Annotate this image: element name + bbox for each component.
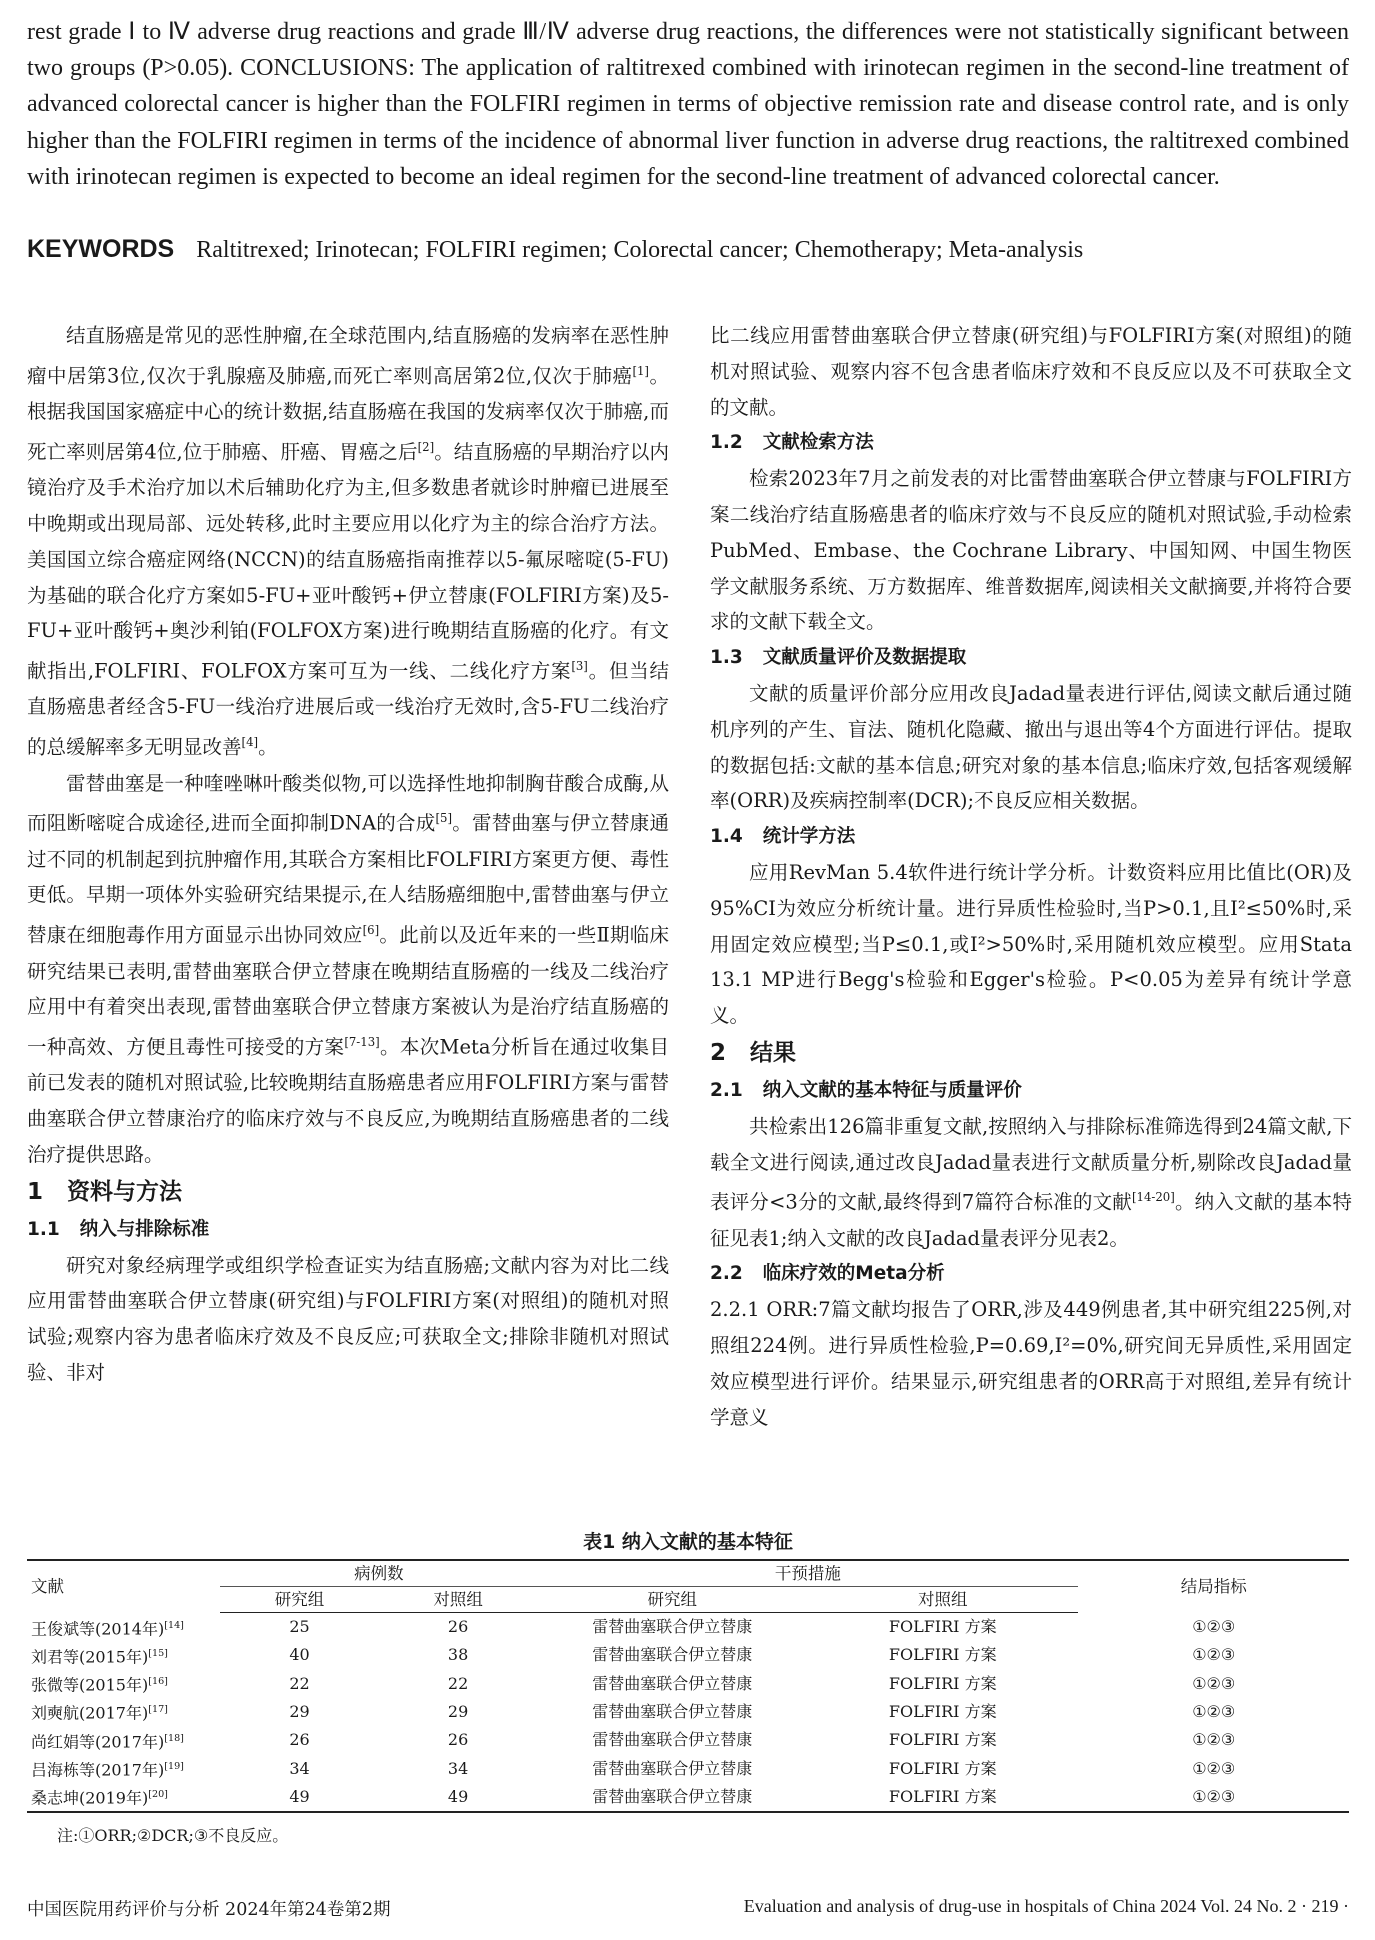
col-header-literature: 文献 — [27, 1560, 220, 1613]
table-row — [27, 1669, 1349, 1697]
cell-cases-study: 34 — [289, 1758, 310, 1778]
subsection-heading-1-4: 1.4 统计学方法 — [710, 826, 856, 848]
sub-header-int-study: 研究组 — [537, 1587, 807, 1613]
cell-outcome: ①②③ — [1192, 1673, 1236, 1693]
cell-cases-study: 40 — [289, 1645, 310, 1665]
page-footer — [27, 1896, 1349, 1921]
table-row — [27, 1697, 1349, 1725]
cell-outcome: ①②③ — [1192, 1702, 1236, 1722]
cell-intervention-control: FOLFIRI 方案 — [888, 1730, 997, 1750]
cell-intervention-control: FOLFIRI 方案 — [888, 1673, 997, 1693]
cell-cases-control: 22 — [447, 1673, 469, 1693]
sub-header-cases-control: 对照组 — [379, 1587, 538, 1613]
intro-paragraph-1: 结直肠癌是常见的恶性肿瘤,在全球范围内,结直肠癌的发病率在恶性肿瘤中居第3位,仅次于乳腺癌及肺癌,而死亡率则高居第2位,仅次于肺癌[1]。根据我国国家癌症中心的统计数据,结直肠癌在我国的发病率仅次于肺癌,而死亡率则居第4位,位于肺癌、肝癌、胃癌之后[2]。结直肠癌的早期治疗以内镜治疗及手术治疗加以术后辅助化疗为主,但多数患者就诊时肿瘤已进展至中晚期或出现局部、远处转移,此时主要应用以化疗为主的综合治疗方法。美国国立综合癌症网络(NCCN)的结直肠癌指南推荐以5-氟尿嘧啶(5-FU)为基础的联合化疗方案如5-FU+亚叶酸钙+伊立替康(FOLFIRI方案)及5-FU+亚叶酸钙+奥沙利铂(FOLFOX方案)进行晚期结直肠癌的化疗。有文献指出,FOLFIRI、FOLFOX方案可互为一线、二线化疗方案[3]。但当结直肠癌患者经含5-FU一线治疗进展后或一线治疗无效时,含5-FU二线治疗的总缓解率多无明显改善[4]。 — [27, 324, 669, 759]
intro-paragraph-2: 雷替曲塞是一种喹唑啉叶酸类似物,可以选择性地抑制胸苷酸合成酶,从而阻断嘧啶合成途径,进而全面抑制DNA的合成[5]。雷替曲塞与伊立替康通过不同的机制起到抗肿瘤作用,其联合方案相比FOLFIRI方案更方便、毒性更低。早期一项体外实验研究结果提示,在人结肠癌细胞中,雷替曲塞与伊立替康在细胞毒作用方面显示出协同效应[6]。此前以及近年来的一些Ⅱ期临床研究结果已表明,雷替曲塞联合伊立替康在晚期结直肠癌的一线及二线治疗应用中有着突出表现,雷替曲塞联合伊立替康方案被认为是治疗结直肠癌的一种高效、方便且毒性可接受的方案[7-13]。本次Meta分析旨在通过收集目前已发表的随机对照试验,比较晚期结直肠癌患者应用FOLFIRI方案与雷替曲塞联合伊立替康治疗的临床疗效与不良反应,为晚期结直肠癌患者的二线治疗提供思路。 — [27, 771, 669, 1167]
cell-literature: 张微等(2015年)[16] — [31, 1675, 168, 1695]
criteria-paragraph: 研究对象经病理学或组织学检查证实为结直肠癌;文献内容为对比二线应用雷替曲塞联合伊立替康(研究组)与FOLFIRI方案(对照组)的随机对照试验;观察内容为患者临床疗效及不良反应;可获取全文;排除非随机对照试验、非对 — [27, 1253, 669, 1385]
table-row — [27, 1641, 1349, 1669]
cell-literature: 尚红娟等(2017年)[18] — [31, 1732, 184, 1752]
table-note: 注:①ORR;②DCR;③不良反应。 — [57, 1825, 289, 1845]
characteristics-table — [27, 1559, 1349, 1813]
cell-literature: 刘君等(2015年)[15] — [31, 1647, 168, 1667]
cell-cases-control: 26 — [447, 1617, 469, 1637]
cell-cases-study: 22 — [289, 1673, 310, 1693]
search-paragraph: 检索2023年7月之前发表的对比雷替曲塞联合伊立替康与FOLFIRI方案二线治疗结直肠癌患者的临床疗效与不良反应的随机对照试验,手动检索PubMed、Embase、the Cochrane Library、中国知网、中国生物医学文献服务系统、万方数据库、维普数据库,阅读相关文献摘要,并将符合要求的文献下载全文。 — [710, 467, 1352, 634]
cell-cases-control: 49 — [379, 1782, 538, 1811]
cell-intervention-control: FOLFIRI 方案 — [888, 1758, 997, 1778]
cell-literature: 吕海栋等(2017年)[19] — [31, 1760, 184, 1780]
criteria-paragraph-cont: 比二线应用雷替曲塞联合伊立替康(研究组)与FOLFIRI方案(对照组)的随机对照试验、观察内容不包含患者临床疗效和不良反应以及不可获取全文的文献。 — [710, 324, 1352, 419]
cell-intervention-study: 雷替曲塞联合伊立替康 — [592, 1758, 753, 1778]
stats-paragraph: 应用RevMan 5.4软件进行统计学分析。计数资料应用比值比(OR)及95%CI为效应分析统计量。进行异质性检验时,当P>0.1,且I²≤50%时,采用固定效应模型;当P≤0.1,或I²>50%时,采用随机效应模型。应用Stata 13.1 MP进行Begg's检验和Egger's检验。P<0.05为差异有统计学意义。 — [710, 860, 1352, 1028]
cell-outcome: ①②③ — [1192, 1617, 1236, 1637]
sub-header-cases-study: 研究组 — [220, 1587, 379, 1613]
keywords-label: KEYWORDS — [27, 235, 175, 263]
cell-literature: 桑志坤(2019年)[20] — [27, 1782, 220, 1811]
table-row — [27, 1726, 1349, 1754]
cell-intervention-control: FOLFIRI 方案 — [888, 1617, 997, 1637]
cell-outcome: ①②③ — [1078, 1782, 1349, 1811]
cell-cases-control: 26 — [447, 1730, 469, 1750]
subsection-heading-2-1: 2.1 纳入文献的基本特征与质量评价 — [710, 1079, 1022, 1101]
cell-intervention-study: 雷替曲塞联合伊立替康 — [592, 1702, 753, 1722]
table-row — [27, 1754, 1349, 1782]
left-column — [27, 318, 669, 1391]
cell-outcome: ①②③ — [1192, 1645, 1236, 1665]
cell-intervention-control: FOLFIRI 方案 — [888, 1702, 997, 1722]
cell-intervention-control: FOLFIRI 方案 — [888, 1645, 997, 1665]
cell-cases-study: 49 — [220, 1782, 379, 1811]
cell-cases-study: 26 — [289, 1730, 310, 1750]
subsection-heading-1-2: 1.2 文献检索方法 — [710, 432, 874, 454]
cell-outcome: ①②③ — [1192, 1758, 1236, 1778]
cell-intervention-control: FOLFIRI 方案 — [807, 1782, 1078, 1811]
cell-literature: 刘奭航(2017年)[17] — [31, 1703, 168, 1723]
quality-paragraph: 文献的质量评价部分应用改良Jadad量表进行评估,阅读文献后通过随机序列的产生、盲法、随机化隐藏、撤出与退出等4个方面进行评估。提取的数据包括:文献的基本信息;研究对象的基本信息;临床疗效,包括客观缓解率(ORR)及疾病控制率(DCR);不良反应相关数据。 — [710, 681, 1352, 813]
cell-cases-control: 29 — [447, 1702, 469, 1722]
table-title: 表1 纳入文献的基本特征 — [583, 1531, 793, 1553]
results-paragraph-2: 2.2.1 ORR:7篇文献均报告了ORR,涉及449例患者,其中研究组225例,对照组224例。进行异质性检验,P=0.69,I²=0%,研究间无异质性,采用固定效应模型进行评价。结果显示,研究组患者的ORR高于对照组,差异有统计学意义 — [710, 1298, 1352, 1429]
cell-intervention-study: 雷替曲塞联合伊立替康 — [592, 1673, 753, 1693]
cell-literature: 王俊斌等(2014年)[14] — [31, 1618, 184, 1638]
section-heading-1: 1 资料与方法 — [27, 1178, 183, 1205]
cell-cases-study: 25 — [289, 1617, 310, 1637]
cell-intervention-study: 雷替曲塞联合伊立替康 — [592, 1645, 753, 1665]
cell-cases-study: 29 — [289, 1702, 310, 1722]
subsection-heading-2-2: 2.2 临床疗效的Meta分析 — [710, 1263, 945, 1285]
section-heading-2: 2 结果 — [710, 1039, 797, 1066]
footer-journal-en: Evaluation and analysis of drug-use in hospitals of China 2024 Vol. 24 No. 2 · 219 · — [743, 1896, 1349, 1916]
cell-intervention-study: 雷替曲塞联合伊立替康 — [592, 1730, 753, 1750]
results-paragraph-1: 共检索出126篇非重复文献,按照纳入与排除标准筛选得到24篇文献,下载全文进行阅读,通过改良Jadad量表进行文献质量分析,剔除改良Jadad量表评分<3分的文献,最终得到7篇符合标准的文献[14-20]。纳入文献的基本特征见表1;纳入文献的改良Jadad量表评分见表2。 — [710, 1114, 1352, 1250]
subsection-heading-1-3: 1.3 文献质量评价及数据提取 — [710, 647, 967, 669]
footer-journal-cn: 中国医院用药评价与分析 2024年第24卷第2期 — [27, 1900, 391, 1920]
keywords-line — [27, 235, 1349, 264]
col-header-cases: 病例数 — [220, 1560, 537, 1587]
subsection-heading-1-1: 1.1 纳入与排除标准 — [27, 1218, 210, 1240]
sub-header-int-control: 对照组 — [807, 1587, 1078, 1613]
col-header-intervention: 干预措施 — [537, 1560, 1078, 1587]
cell-intervention-study: 雷替曲塞联合伊立替康 — [537, 1782, 807, 1811]
cell-cases-control: 34 — [447, 1758, 469, 1778]
cell-outcome: ①②③ — [1192, 1730, 1236, 1750]
table-row — [27, 1613, 1349, 1641]
col-header-outcome: 结局指标 — [1078, 1560, 1349, 1613]
abstract-text: rest grade Ⅰ to Ⅳ adverse drug reactions and grade Ⅲ/Ⅳ adverse drug reactions, the differences were not statistically significant between two groups (P>0.05). CONCLUSIONS: The application of raltitrexed combined with irinotecan regimen in the second-line treatment of advanced colorectal cancer is higher than the FOLFIRI regimen in terms of objective remission rate and disease control rate, and is only higher than the FOLFIRI regimen in terms of the incidence of abnormal liver function in adverse drug reactions, the raltitrexed combined with irinotecan regimen is expected to become an ideal regimen for the second-line treatment of advanced colorectal cancer. — [27, 19, 1349, 190]
cell-intervention-study: 雷替曲塞联合伊立替康 — [592, 1617, 753, 1637]
right-column — [710, 318, 1352, 1435]
table-1 — [27, 1525, 1349, 1846]
keywords: Raltitrexed; Irinotecan; FOLFIRI regimen; Colorectal cancer; Chemotherapy; Meta-analysis — [196, 237, 1084, 263]
table-row — [27, 1782, 1349, 1811]
cell-cases-control: 38 — [447, 1645, 469, 1665]
